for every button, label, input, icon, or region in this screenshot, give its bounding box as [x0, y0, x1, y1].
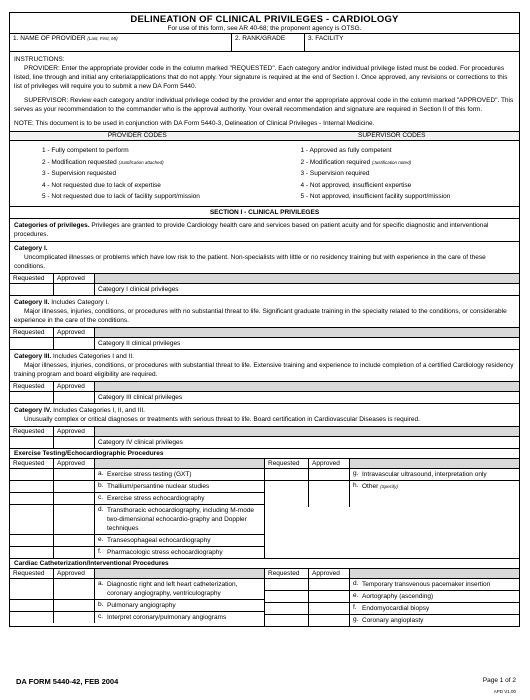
- requested-input[interactable]: [10, 392, 54, 403]
- procedure-name: Other (Specify): [362, 482, 398, 490]
- requested-input[interactable]: [265, 591, 309, 602]
- category-name: Category III.: [14, 352, 52, 360]
- column-header: [10, 569, 264, 579]
- item-letter: a.: [98, 469, 104, 477]
- approved-header: Approved: [309, 569, 350, 578]
- exercise-right-column: [264, 459, 519, 558]
- procedure-row: [265, 469, 519, 481]
- approved-header: Approved: [54, 459, 95, 468]
- approved-input[interactable]: [54, 600, 95, 611]
- procedure-row: [10, 547, 264, 558]
- approved-header: Approved: [54, 569, 95, 578]
- header-fill: [95, 274, 519, 283]
- category-4-header: [10, 426, 519, 436]
- procedure-name: Interpret coronary/pulmonary angiograms: [107, 613, 227, 621]
- item-letter: h.: [353, 481, 359, 489]
- requested-header: Requested: [10, 569, 54, 578]
- requested-input[interactable]: [10, 481, 54, 492]
- category-name: Category I.: [14, 244, 48, 252]
- procedure-name: Aortography (ascending): [362, 592, 434, 600]
- cardiac-cath-grid: [10, 568, 519, 626]
- category-4-description: Category IV. Includes Categories I, II, and III. Unusually complex or critical diagnoses or treatments with serious threat to life. Board certification in Cardiovascular Diseases is required.: [10, 403, 519, 426]
- requested-input[interactable]: [10, 493, 54, 504]
- approved-input[interactable]: [54, 437, 95, 448]
- page-number: Page 1 of 2: [482, 677, 516, 684]
- header-fill: [95, 382, 519, 391]
- item-letter: f.: [98, 547, 102, 555]
- form-title: DELINEATION OF CLINICAL PRIVILEGES - CARDIOLOGY: [130, 14, 399, 25]
- supervisor-code: 5 - Not approved, insufficient facility support/mission: [300, 193, 451, 200]
- exercise-testing-grid: [10, 458, 519, 558]
- approved-header: Approved: [54, 328, 95, 337]
- exercise-testing-heading: Exercise Testing/Echocardiographic Procedures: [10, 448, 519, 458]
- procedure-name: Coronary angioplasty: [362, 616, 424, 624]
- category-privilege: Category II clinical privileges: [98, 339, 181, 347]
- procedure-row: [10, 469, 264, 481]
- requested-header: Requested: [265, 569, 309, 578]
- version-label: APD V1.00: [493, 689, 516, 694]
- requested-header: Requested: [10, 328, 54, 337]
- procedure-name: Temporary transvenous pacemaker insertion: [362, 580, 491, 588]
- exercise-left-column: [10, 459, 264, 558]
- approved-input[interactable]: [309, 591, 350, 602]
- approved-header: Approved: [54, 427, 95, 436]
- item-letter: b.: [98, 481, 104, 489]
- approved-input[interactable]: [309, 615, 350, 626]
- procedure-name: Pulmonary angiography: [107, 601, 176, 609]
- requested-input[interactable]: [10, 505, 54, 534]
- supervisor-code: 2 - Modification required (Justification noted): [300, 158, 412, 166]
- category-desc: Major illnesses, injuries, conditions, or procedures with no substantial threat to life. Significant graduate training in the specialty related to the conditions, or considerable experience in the care of the conditions.: [14, 307, 507, 324]
- provider-code: 1 - Fully competent to perform: [42, 147, 129, 154]
- category-1-row: [10, 283, 519, 295]
- item-letter: a.: [98, 579, 104, 587]
- supervisor-code: 3 - Supervision required: [300, 170, 370, 177]
- facility-field[interactable]: [304, 34, 519, 51]
- column-header: [10, 459, 264, 469]
- approved-input[interactable]: [54, 469, 95, 480]
- requested-input[interactable]: [265, 579, 309, 590]
- supervisor-code: 1 - Approved as fully competent: [300, 147, 392, 154]
- form-body: [9, 12, 520, 627]
- provider-codes-list: [10, 145, 261, 203]
- procedure-row: [265, 603, 519, 615]
- procedure-row: [10, 481, 264, 493]
- categories-intro: Categories of privileges. Privileges are granted to provide Cardiology health care and services based on patient acuity and for specific diagnostic and interventional procedures.: [10, 218, 519, 241]
- header-fill: [95, 427, 519, 436]
- approved-header: Approved: [54, 382, 95, 391]
- procedure-name: Diagnostic right and left heart catheterization, coronary angiography, ventriculography: [107, 580, 238, 597]
- approved-input[interactable]: [54, 612, 95, 623]
- requested-input[interactable]: [10, 547, 54, 558]
- provider-codes-heading: PROVIDER CODES: [107, 132, 167, 139]
- approved-input[interactable]: [54, 338, 95, 349]
- procedure-row: [10, 612, 264, 623]
- approved-input[interactable]: [54, 535, 95, 546]
- category-desc: Unusually complex or critical diagnoses or treatments with serious threat to life. Board certification in Cardiovascular Diseases is required.: [24, 415, 420, 423]
- requested-header: Requested: [10, 427, 54, 436]
- category-1-description: [10, 241, 519, 273]
- approved-input[interactable]: [54, 505, 95, 534]
- procedure-name: Transesophageal echocardiography: [107, 536, 211, 544]
- category-2-header: [10, 327, 519, 337]
- category-1-header: [10, 273, 519, 283]
- instructions-block: [10, 51, 519, 131]
- cardiac-left-column: [10, 569, 264, 626]
- requested-input[interactable]: [265, 469, 309, 480]
- category-privilege: Category I clinical privileges: [98, 285, 179, 293]
- form-number: DA FORM 5440-42, FEB 2004: [16, 677, 119, 686]
- requested-input[interactable]: [265, 603, 309, 614]
- procedure-row: [10, 535, 264, 547]
- requested-input[interactable]: [10, 437, 54, 448]
- category-2-row: [10, 337, 519, 349]
- supervisor-codes-heading: SUPERVISOR CODES: [358, 132, 426, 139]
- rank-grade-label: 2. RANK/GRADE: [235, 35, 286, 42]
- instructions-heading: INSTRUCTIONS:: [14, 56, 65, 63]
- category-name: Category II.: [14, 298, 50, 306]
- category-privilege: Category III clinical privileges: [98, 393, 183, 401]
- column-header: [265, 459, 519, 469]
- approved-input[interactable]: [309, 579, 350, 590]
- category-desc: Major illnesses, injuries, conditions, or procedures with substantial threat to life. Extensive training and experience to include completion of a certified Cardiology residency training program and board eligibility are required.: [14, 361, 514, 378]
- procedure-row: [10, 579, 264, 600]
- item-letter: c.: [98, 612, 104, 620]
- category-3-description: Category III. Includes Categories I and II. Major illnesses, injuries, conditions, or procedures with substantial threat to life. Extensive training and experience to include completion of a certified Cardiology residency training program and board eligibility are required.: [10, 349, 519, 381]
- supervisor-code: 4 - Not approved, insufficient expertise: [300, 181, 412, 189]
- approved-input[interactable]: [309, 481, 350, 507]
- provider-code: 5 - Not requested due to lack of facility support/mission: [42, 193, 200, 200]
- requested-input[interactable]: [10, 579, 54, 599]
- approved-header: Approved: [309, 459, 350, 468]
- category-3-header: [10, 381, 519, 391]
- requested-header: Requested: [10, 274, 54, 283]
- item-letter: b.: [98, 600, 104, 608]
- procedure-name: Intravascular ultrasound, interpretation only: [362, 470, 487, 478]
- procedure-row: [265, 579, 519, 591]
- category-4-row: [10, 436, 519, 448]
- requested-header: Requested: [265, 459, 309, 468]
- provider-code: 4 - Not requested due to lack of expertise: [42, 181, 161, 189]
- provider-name-hint: (Last, First, MI): [87, 36, 118, 41]
- procedure-row: [265, 591, 519, 603]
- cardiac-cath-heading: Cardiac Catheterization/Interventional Procedures: [10, 558, 519, 568]
- item-letter: g.: [353, 469, 359, 477]
- procedure-row: [10, 600, 264, 612]
- procedure-name: Exercise stress echocardiography: [107, 494, 205, 502]
- codes-list: [10, 141, 519, 206]
- section-1-title: SECTION I - CLINICAL PRIVILEGES: [10, 206, 519, 218]
- category-name: Category IV.: [14, 406, 52, 414]
- requested-input[interactable]: [10, 284, 54, 295]
- requested-header: Requested: [10, 459, 54, 468]
- category-privilege: Category IV clinical privileges: [98, 438, 183, 446]
- identification-row: [10, 33, 519, 51]
- procedure-row: [10, 505, 264, 535]
- requested-input[interactable]: [10, 469, 54, 480]
- procedure-name: Exercise stress testing (GXT): [107, 470, 192, 478]
- approved-input[interactable]: [309, 469, 350, 480]
- supervisor-instructions: SUPERVISOR: Review each category and/or individual privilege coded by the provider and enter the appropriate approval code in the column marked "APPROVED". This serves as your recommendation to the commander who is the approval authority. Your overall recommendation and signature are required in Section II of this form.: [14, 97, 514, 113]
- provider-code: 3 - Supervision requested: [42, 170, 117, 177]
- requested-input[interactable]: [265, 481, 309, 507]
- requested-input[interactable]: [10, 338, 54, 349]
- provider-name-field[interactable]: [10, 34, 231, 51]
- category-desc: Uncomplicated illnesses or problems which have low risk to the patient. Non-specialists with little or no residency training but with experience in the care of these conditions.: [14, 253, 486, 270]
- item-letter: g.: [353, 615, 359, 623]
- supervisor-codes-list: [261, 145, 520, 203]
- provider-name-label: 1. NAME OF PROVIDER: [13, 35, 86, 42]
- rank-grade-field[interactable]: [231, 34, 304, 51]
- category-2-description: Category II. Includes Category I. Major illnesses, injuries, conditions, or procedures with no substantial threat to life. Significant graduate training in the specialty related to the conditions, or considerable experience in the care of the conditions.: [10, 295, 519, 327]
- facility-label: 3. FACILITY: [308, 35, 344, 42]
- cardiac-right-column: [264, 569, 519, 626]
- procedure-row: [265, 615, 519, 626]
- category-3-row: [10, 391, 519, 403]
- codes-header: [10, 131, 519, 141]
- approved-input[interactable]: [54, 579, 95, 599]
- item-letter: e.: [98, 535, 104, 543]
- requested-input[interactable]: [10, 535, 54, 546]
- approved-input[interactable]: [54, 284, 95, 295]
- item-letter: c.: [98, 493, 104, 501]
- procedure-name: Pharmacologic stress echocardiography: [107, 548, 223, 556]
- provider-instructions: PROVIDER: Enter the appropriate provider code in the column marked "REQUESTED". Each category and/or individual privilege listed must be coded. For procedures listed, line through and initial any criteria/applications that do not apply. Your signature is required at the end of Section I. Once approved, any revisions or corrections to this list of privileges will require you to submit a new DA Form 5440.: [14, 65, 508, 90]
- item-letter: d.: [353, 579, 359, 587]
- provider-code: 2 - Modification requested (Justification attached): [42, 158, 164, 166]
- approved-header: Approved: [54, 274, 95, 283]
- column-header: [265, 569, 519, 579]
- item-letter: e.: [353, 591, 359, 599]
- requested-input[interactable]: [265, 615, 309, 626]
- requested-input[interactable]: [10, 600, 54, 611]
- item-letter: d.: [98, 505, 104, 513]
- approved-input[interactable]: [54, 493, 95, 504]
- approved-input[interactable]: [309, 603, 350, 614]
- approved-input[interactable]: [54, 547, 95, 558]
- procedure-name: Thallium/persantine nuclear studies: [107, 482, 210, 490]
- approved-input[interactable]: [54, 481, 95, 492]
- procedure-row: [265, 481, 519, 507]
- item-letter: f.: [353, 603, 357, 611]
- form-subtitle: For use of this form, see AR 40-68; the proponent agency is OTSG.: [167, 25, 362, 32]
- requested-header: Requested: [10, 382, 54, 391]
- instructions-note: NOTE: This document is to be used in conjunction with DA Form 5440-3, Delineation of Clinical Privileges - Internal Medicine.: [14, 120, 375, 127]
- procedure-name: Endomyocardial biopsy: [362, 604, 430, 612]
- procedure-row: [10, 493, 264, 505]
- procedure-name: Transthoracic echocardiography, including M-mode two-dimensional echocardio-graphy and Doppler techniques: [107, 506, 255, 532]
- requested-input[interactable]: [10, 612, 54, 623]
- header-fill: [95, 328, 519, 337]
- approved-input[interactable]: [54, 392, 95, 403]
